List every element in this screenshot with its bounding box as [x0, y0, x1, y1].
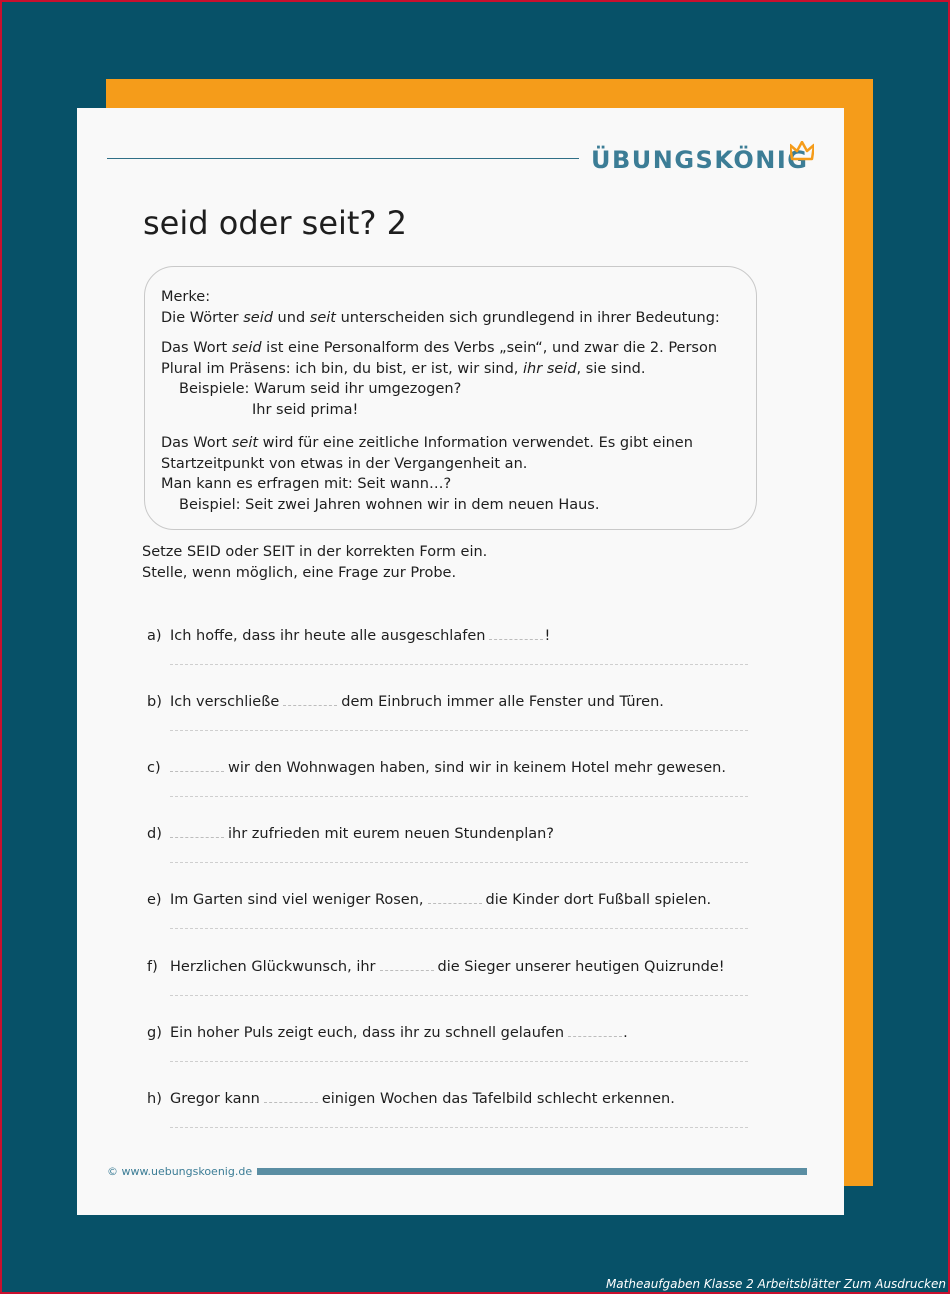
answer-blank[interactable] — [283, 693, 337, 706]
exercise-sentence — [147, 824, 757, 844]
seid-explanation-2: Plural im Präsens: ich bin, du bist, er ist, wir sind, ihr seid, sie sind. — [161, 360, 646, 377]
exercise-letter: h) — [147, 1091, 162, 1107]
answer-line[interactable] — [170, 1061, 748, 1062]
exercise-letter: e) — [147, 892, 162, 908]
exercise-text-after: wir den Wohnwagen haben, sind wir in keinem Hotel mehr gewesen. — [228, 760, 726, 776]
exercise-item — [147, 758, 757, 798]
seid-example-1: Beispiele: Warum seid ihr umgezogen? — [179, 381, 462, 397]
exercise-letter: a) — [147, 628, 162, 644]
page-title: seid oder seit? 2 — [143, 204, 407, 242]
answer-line[interactable] — [170, 928, 748, 929]
instructions — [142, 542, 487, 584]
exercise-text-after: die Sieger unserer heutigen Quizrunde! — [437, 959, 725, 975]
answer-blank[interactable] — [170, 759, 224, 772]
exercise-text-before: Ein hoher Puls zeigt euch, dass ihr zu schnell gelaufen — [170, 1025, 565, 1041]
rule-heading: Merke: — [161, 289, 211, 305]
exercise-text-after: . — [623, 1025, 628, 1041]
answer-blank[interactable] — [170, 825, 224, 838]
answer-line[interactable] — [170, 796, 748, 797]
header-rule — [107, 158, 579, 159]
exercise-text-after: einigen Wochen das Tafelbild schlecht erkennen. — [321, 1091, 675, 1107]
exercise-sentence — [147, 758, 757, 778]
exercise-item — [147, 626, 757, 666]
exercise-text-before: Gregor kann — [170, 1091, 260, 1107]
exercise-sentence — [147, 626, 757, 646]
footer-bar — [257, 1168, 807, 1175]
answer-blank[interactable] — [264, 1090, 318, 1103]
answer-line[interactable] — [170, 862, 748, 863]
seit-explanation-2: Startzeitpunkt von etwas in der Vergangenheit an. — [161, 455, 528, 472]
exercise-text-before: Ich hoffe, dass ihr heute alle ausgeschlafen — [170, 628, 486, 644]
exercise-letter: g) — [147, 1025, 162, 1041]
seit-explanation-1: Das Wort seit wird für eine zeitliche Information verwendet. Es gibt einen — [161, 435, 693, 451]
exercise-letter: f) — [147, 959, 158, 975]
exercise-item — [147, 890, 757, 930]
exercise-text-before: Herzlichen Glückwunsch, ihr — [170, 959, 376, 975]
rule-intro: Die Wörter seid und seit unterscheiden sich grundlegend in ihrer Bedeutung: — [161, 309, 720, 326]
brand-logo: ÜBUNGSKÖNIG — [591, 146, 809, 174]
answer-line[interactable] — [170, 995, 748, 996]
exercise-sentence — [147, 1023, 757, 1043]
seit-explanation-3: Man kann es erfragen mit: Seit wann…? — [161, 476, 452, 492]
exercise-item — [147, 692, 757, 732]
instruction-line-1: Setze SEID oder SEIT in der korrekten Form ein. — [142, 544, 488, 560]
worksheet — [77, 108, 844, 1215]
exercise-text-before: Im Garten sind viel weniger Rosen, — [170, 892, 424, 908]
exercise-letter: c) — [147, 760, 161, 776]
exercise-text-before: Ich verschließe — [170, 694, 280, 710]
answer-line[interactable] — [170, 730, 748, 731]
answer-blank[interactable] — [380, 958, 434, 971]
exercise-item — [147, 957, 757, 997]
answer-line[interactable] — [170, 1127, 748, 1128]
exercise-text-after: die Kinder dort Fußball spielen. — [485, 892, 712, 908]
exercise-text-after: ! — [544, 628, 551, 644]
instruction-line-2: Stelle, wenn möglich, eine Frage zur Probe. — [142, 565, 457, 581]
image-caption: Matheaufgaben Klasse 2 Arbeitsblätter Zum Ausdrucken — [605, 1277, 946, 1291]
crown-icon — [790, 141, 814, 161]
footer-site: © www.uebungskoenig.de — [107, 1165, 253, 1178]
exercise-sentence — [147, 957, 757, 977]
answer-blank[interactable] — [428, 891, 482, 904]
exercise-sentence — [147, 692, 757, 712]
exercise-text-after: dem Einbruch immer alle Fenster und Türen. — [341, 694, 664, 710]
exercise-text-after: ihr zufrieden mit eurem neuen Stundenplan? — [228, 826, 554, 842]
exercise-item — [147, 1023, 757, 1063]
exercise-sentence — [147, 1089, 757, 1109]
exercise-letter: d) — [147, 826, 162, 842]
rule-box — [144, 266, 757, 530]
exercise-item — [147, 1089, 757, 1129]
answer-blank[interactable] — [568, 1024, 622, 1037]
answer-line[interactable] — [170, 664, 748, 665]
seid-example-2: Ihr seid prima! — [252, 401, 359, 418]
seid-explanation-1: Das Wort seid ist eine Personalform des Verbs „sein“, und zwar die 2. Person — [161, 340, 718, 356]
exercise-sentence — [147, 890, 757, 910]
answer-blank[interactable] — [489, 627, 543, 640]
exercise-letter: b) — [147, 694, 162, 710]
seit-example: Beispiel: Seit zwei Jahren wohnen wir in dem neuen Haus. — [179, 496, 600, 513]
exercise-item — [147, 824, 757, 864]
